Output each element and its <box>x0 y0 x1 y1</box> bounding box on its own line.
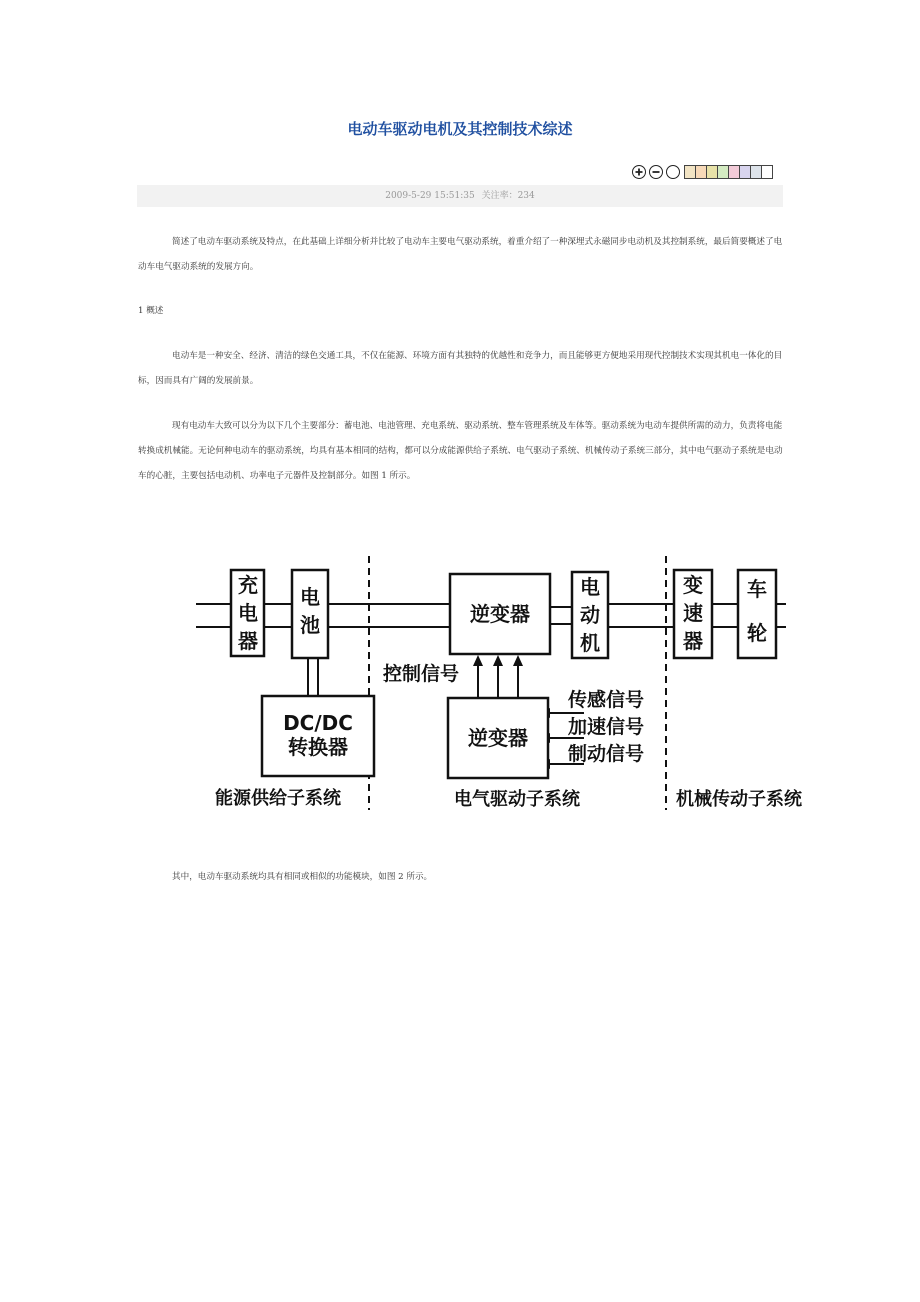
color-swatch-8[interactable] <box>761 165 773 179</box>
reader-toolbar <box>632 163 773 181</box>
zoom-out-icon[interactable] <box>649 165 663 179</box>
charger-label: 充电器 <box>238 573 258 653</box>
control-signal-label: 控制信号 <box>383 663 460 685</box>
wheel-label: 车轮 <box>747 577 767 645</box>
motor-label: 电动机 <box>580 575 600 655</box>
battery-label: 电池 <box>300 585 320 637</box>
abstract-paragraph: 简述了电动车驱动系统及特点，在此基础上详细分析并比较了电动车主要电气驱动系统，着重介绍了一种深埋式永磁同步电动机及其控制系统，最后简要概述了电动车电气驱动系统的发展方向。 <box>138 237 783 272</box>
mechanical-subsystem-label: 机械传动子系统 <box>676 789 802 810</box>
section-heading: 1 概述 <box>138 306 164 316</box>
attention-label: 关注率： <box>481 191 518 201</box>
zoom-in-icon[interactable] <box>632 165 646 179</box>
figure2-caption: 其中，电动车驱动系统均具有相同或相似的功能模块，如图 2 所示。 <box>172 872 433 882</box>
arrow-up-icon <box>493 655 503 666</box>
dcdc-label-line1: DC/DC <box>283 711 353 735</box>
inverter-bottom-label: 逆变器 <box>468 726 528 750</box>
energy-subsystem-label: 能源供给子系统 <box>215 788 341 809</box>
sensor-signal-label: 传感信号 <box>568 689 645 711</box>
accel-signal-label: 加速信号 <box>568 716 645 738</box>
intro-paragraph: 电动车是一种安全、经济、清洁的绿色交通工具，不仅在能源、环境方面有其独特的优越性和竞争力，而且能够更方便地采用现代控制技术实现其机电一体化的目标，因而具有广阔的发展前景。 <box>138 351 783 386</box>
publish-date: 2009-5-29 15:51:35 <box>385 191 475 201</box>
structure-paragraph: 现有电动车大致可以分为以下几个主要部分：蓄电池、电池管理、充电系统、驱动系统、整车管理系统及车体等。驱动系统为电动车提供所需的动力，负责将电能转换成机械能。无论何种电动车的驱动系统，均具有基本相同的结构，都可以分成能源供给子系统、电气驱动子系统、机械传动子系统三部分，其中电气驱动子系统是电动车的心脏，主要包括电动机、功率电子元器件及控制部分。如图 1 所示。 <box>138 421 783 481</box>
brake-signal-label: 制动信号 <box>568 743 645 765</box>
arrow-up-icon <box>513 655 523 666</box>
attention-value: 234 <box>517 191 535 201</box>
electric-subsystem-label: 电气驱动子系统 <box>454 789 580 810</box>
background-color-swatches <box>685 165 773 179</box>
zoom-reset-icon[interactable] <box>666 165 680 179</box>
drive-system-diagram <box>188 552 836 814</box>
arrow-up-icon <box>473 655 483 666</box>
dcdc-label-line2: 转换器 <box>288 735 348 759</box>
inverter-top-label: 逆变器 <box>470 602 530 626</box>
gearbox-label: 变速器 <box>683 573 703 653</box>
article-title: 电动车驱动电机及其控制技术综述 <box>347 120 573 138</box>
article-meta <box>137 185 783 207</box>
